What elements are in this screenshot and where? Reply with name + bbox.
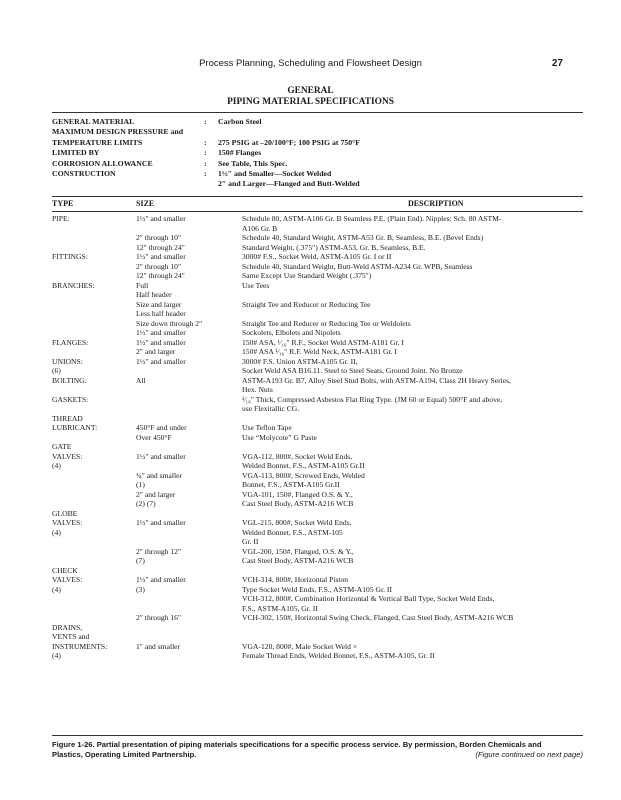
description-cell: 3000# F.S. Union ASTM-A105 Gr. II, (242, 356, 358, 366)
description-cell: 150# ASA, ¹⁄₁₆″ R.F., Socket Weld ASTM-A181 Gr. I (242, 337, 404, 347)
type-cell: GASKETS: (52, 394, 89, 404)
description-cell: Cast Steel Body, ASTM-A216 WCB (242, 556, 354, 565)
description-cell: VGA-101, 150#, Flanged O.S. & Y., (242, 489, 353, 499)
table-row (52, 357, 583, 367)
general-spec-value: 275 PSIG at –20/100°F; 100 PSIG at 750°F (218, 137, 361, 147)
table-row (52, 575, 583, 585)
type-cell: VENTS and (52, 632, 90, 641)
description-cell: VGL-215, 800#, Socket Weld Ends, (242, 518, 352, 527)
table-row (52, 471, 583, 481)
table-row (52, 452, 583, 462)
general-spec-value: 1½″ and Smaller—Socket Welded (218, 169, 332, 179)
general-spec-label (52, 179, 204, 189)
table-row (52, 556, 583, 566)
table-row (52, 499, 583, 509)
description-cell: use Flexitallic CG. (242, 404, 300, 413)
type-cell: GLOBE (52, 508, 78, 518)
general-spec-colon (204, 127, 218, 137)
size-cell: 1″ and smaller (136, 641, 181, 651)
description-cell: Schedule 40, Standard Weight, Butt-Weld ASTM-A234 Gr. WPB, Seamless (242, 261, 473, 271)
general-spec-label: LIMITED BY (52, 148, 100, 158)
general-spec-block (52, 117, 583, 190)
table-row (52, 414, 583, 424)
table-row (52, 537, 583, 547)
type-cell: GATE (52, 442, 72, 451)
description-cell: VGA-112, 800#, Socket Weld Ends, (242, 451, 353, 461)
description-cell: Schedule 80, ASTM-A106 Gr. B Seamless P.E. (Plain End). Nipples: Sch. 80 ASTM- (242, 214, 502, 223)
size-cell: All (136, 375, 146, 385)
table-row (52, 395, 583, 405)
description-cell: Standard Weight, (.375″) ASTM-A53, Gr. B, Seamless, B.E. (242, 242, 426, 252)
description-cell: Use Teflon Tape (242, 423, 292, 432)
size-cell: 1½″ and smaller (136, 214, 186, 223)
table-row (52, 252, 583, 262)
type-cell: PIPE: (52, 214, 70, 223)
size-cell: 1½″ and smaller (136, 337, 186, 347)
table-row (52, 214, 583, 224)
bottom-rule (52, 735, 583, 736)
description-cell: Sockolets, Elbolets and Nipolets (242, 328, 341, 337)
type-cell: BOLTING: (52, 375, 87, 385)
size-cell: 2″ through 12″ (136, 546, 182, 556)
size-cell: Size and larger (136, 299, 182, 309)
table-row (52, 509, 583, 519)
table-row (52, 319, 583, 329)
general-spec-label: CONSTRUCTION (52, 169, 116, 179)
size-cell: 1½″ and smaller (136, 451, 186, 461)
description-cell: VCH-302, 150#, Horizontal Swing Check, Flanged, Cast Steel Body, ASTM-A216 WCB (242, 613, 514, 622)
general-spec-colon: : (204, 117, 207, 126)
description-cell: Socket Weld ASA B16.11. Steel to Steel Seats, Ground Joint. No Bronze (242, 366, 463, 375)
table-row (52, 281, 583, 291)
table-row (52, 585, 583, 595)
type-cell: (4) (52, 527, 61, 537)
description-cell: Welded Bonnet, F.S., ASTM-105 (242, 527, 343, 537)
table-row (52, 480, 583, 490)
size-cell: 1½″ and smaller (136, 252, 186, 261)
table-row (52, 309, 583, 319)
table-row (52, 338, 583, 348)
size-cell: 1½″ and smaller (136, 575, 186, 584)
table-row (52, 490, 583, 500)
table-row (52, 328, 583, 338)
size-cell: (7) (136, 556, 145, 565)
page-number: 27 (551, 58, 563, 69)
table-row (52, 442, 583, 452)
general-spec-row (52, 127, 583, 137)
general-spec-value: Carbon Steel (218, 117, 262, 126)
table-row (52, 604, 583, 614)
description-cell: Use “Molycote” G Paste (242, 432, 317, 442)
description-cell: VGA-120, 800#, Male Socket Weld × (242, 641, 358, 651)
description-cell: A106 Gr. B (242, 223, 278, 233)
table-row (52, 433, 583, 443)
size-cell: Half header (136, 290, 172, 299)
type-cell: (4) (52, 461, 61, 470)
description-cell: Same Except Use Standard Weight (.375″) (242, 271, 372, 280)
description-cell: Use Tees (242, 280, 270, 290)
table-row (52, 613, 583, 623)
general-spec-colon: : (204, 169, 207, 179)
general-spec-label: CORROSION ALLOWANCE (52, 158, 153, 168)
table-row (52, 651, 583, 661)
size-cell: 1½″ and smaller (136, 518, 186, 527)
table-row (52, 623, 583, 633)
general-spec-colon: : (204, 158, 207, 168)
size-cell: (2) (7) (136, 499, 156, 508)
table-row (52, 423, 583, 433)
top-rule (52, 112, 583, 113)
type-cell: FLANGES: (52, 337, 89, 347)
table-row (52, 271, 583, 281)
table-row (52, 290, 583, 300)
type-cell: VALVES: (52, 575, 83, 584)
general-spec-colon (204, 179, 218, 189)
general-spec-row (52, 169, 583, 179)
general-spec-row (52, 179, 583, 189)
size-cell: 12″ through 24″ (136, 242, 185, 252)
table-row (52, 376, 583, 386)
table-row (52, 233, 583, 243)
general-spec-value: 150# Flanges (218, 148, 262, 158)
size-cell: 12″ through 24″ (136, 271, 185, 280)
spec-heading-line1: GENERAL (287, 86, 334, 96)
description-cell: 3000# F.S., Socket Weld, ASTM-A105 Gr. I or II (242, 252, 392, 261)
description-cell: VGL-200, 150#, Flanged, O.S. & Y., (242, 546, 354, 556)
type-cell: VALVES: (52, 518, 83, 527)
general-spec-colon: : (204, 137, 207, 147)
header-bottom-rule (52, 211, 583, 212)
type-cell: (6) (52, 366, 61, 375)
type-cell: LUBRICANT: (52, 423, 98, 432)
table-row (52, 347, 583, 357)
description-cell: F.S., ASTM-A105, Gr. II (242, 603, 318, 613)
description-cell: VGA-113, 800#, Screwed Ends, Welded (242, 470, 365, 480)
table-row (52, 385, 583, 395)
description-cell: Type Socket Weld Ends, F.S., ASTM-A105 Gr. II (242, 584, 392, 594)
column-header-size: SIZE (136, 199, 155, 208)
size-cell: ¾″ and smaller (136, 470, 182, 480)
general-spec-row (52, 148, 583, 158)
type-cell: BRANCHES: (52, 280, 95, 290)
description-cell: Welded Bonnet, F.S., ASTM-A105 Gr.II (242, 461, 365, 470)
spec-table (52, 214, 583, 661)
description-cell: Hex. Nuts (242, 385, 273, 394)
size-cell: 1½″ and smaller (136, 328, 186, 337)
size-cell: 1½″ and smaller (136, 356, 186, 366)
size-cell: 2″ through 16″ (136, 613, 182, 622)
column-headers (52, 199, 583, 211)
general-spec-colon: : (204, 148, 207, 158)
type-cell: FITTINGS: (52, 252, 88, 261)
description-cell: Female Thread Ends, Welded Bonnet, F.S., ASTM-A105, Gr. II (242, 651, 435, 660)
description-cell: VCH-314, 800#, Horizontal Piston (242, 575, 349, 584)
size-cell: Less half header (136, 309, 186, 318)
table-row (52, 243, 583, 253)
type-cell: (4) (52, 584, 61, 594)
size-cell: 2″ through 10″ (136, 233, 182, 242)
type-cell: VALVES: (52, 451, 83, 461)
general-spec-label: GENERAL MATERIAL (52, 117, 135, 126)
description-cell: Cast Steel Body, ASTM-A216 WCB (242, 499, 354, 508)
type-cell: CHECK (52, 565, 78, 575)
general-spec-label: MAXIMUM DESIGN PRESSURE and (52, 127, 184, 137)
description-cell: ASTM-A193 Gr. B7, Alloy Steel Stud Bolts, with ASTM-A194, Class 2H Heavy Series, (242, 375, 511, 385)
size-cell: Full (136, 280, 149, 290)
table-row (52, 366, 583, 376)
table-row (52, 528, 583, 538)
general-spec-value: 2″ and Larger—Flanged and Butt-Welded (218, 179, 360, 189)
caption-continued: (Figure continued on next page) (475, 750, 583, 759)
table-row (52, 300, 583, 310)
table-row (52, 632, 583, 642)
general-spec-row (52, 159, 583, 169)
table-row (52, 518, 583, 528)
description-cell: Straight Tee and Reducer or Reducing Tee or Weldolets (242, 318, 411, 328)
description-cell: 150# ASA ¹⁄₁₆″ R.F. Weld Neck, ASTM-A181 Gr. I (242, 347, 397, 356)
general-spec-label: TEMPERATURE LIMITS (52, 137, 143, 147)
table-row (52, 224, 583, 234)
running-head-title: Process Planning, Scheduling and Flowsheet Design (199, 58, 422, 69)
type-cell: THREAD (52, 413, 83, 423)
description-cell: Gr. II (242, 537, 259, 546)
header-top-rule (52, 196, 583, 197)
table-row (52, 547, 583, 557)
size-cell: 2″ and larger (136, 489, 176, 499)
type-cell: DRAINS, (52, 622, 83, 632)
running-head (0, 58, 621, 72)
general-spec-row (52, 138, 583, 148)
spec-heading (0, 86, 621, 108)
general-spec-value: See Table, This Spec. (218, 158, 288, 168)
table-row (52, 262, 583, 272)
description-cell: VCH-312, 800#, Combination Horizontal & Vertical Ball Type, Socket Weld Ends, (242, 594, 495, 603)
general-spec-row (52, 117, 583, 127)
type-cell: UNIONS: (52, 356, 83, 366)
column-header-description: DESCRIPTION (408, 199, 464, 208)
table-row (52, 642, 583, 652)
caption-line2: Plastics, Operating Limited Partnership. (52, 750, 197, 759)
size-cell: (1) (136, 480, 145, 489)
size-cell: 450°F and under (136, 423, 187, 432)
size-cell: 2″ and larger (136, 347, 176, 356)
description-cell: Straight Tee and Reducer or Reducing Tee (242, 299, 371, 309)
size-cell: Over 450°F (136, 432, 172, 442)
figure-caption (52, 740, 583, 760)
table-row (52, 594, 583, 604)
column-header-type: TYPE (52, 199, 74, 208)
description-cell: ¹⁄₁₆″ Thick, Compressed Asbestos Flat Ring Type. (JM 60 or Equal) 500°F and above, (242, 394, 503, 404)
spec-heading-line2: PIPING MATERIAL SPECIFICATIONS (227, 97, 394, 107)
caption-line1: Figure 1-26. Partial presentation of piping materials specifications for a specific process service. By permission, Borden Chemicals and (52, 740, 542, 749)
table-row (52, 461, 583, 471)
table-row (52, 566, 583, 576)
size-cell: (3) (136, 584, 145, 594)
table-row (52, 404, 583, 414)
size-cell: Size down through 2″ (136, 318, 203, 328)
type-cell: INSTRUMENTS: (52, 641, 108, 651)
size-cell: 2″ through 10″ (136, 261, 182, 271)
type-cell: (4) (52, 651, 61, 660)
description-cell: Bonnet, F.S., ASTM-A105 Gr.II (242, 480, 340, 489)
description-cell: Schedule 40, Standard Weight, ASTM-A53 Gr. B, Seamless, B.E. (Bevel Ends) (242, 233, 484, 242)
